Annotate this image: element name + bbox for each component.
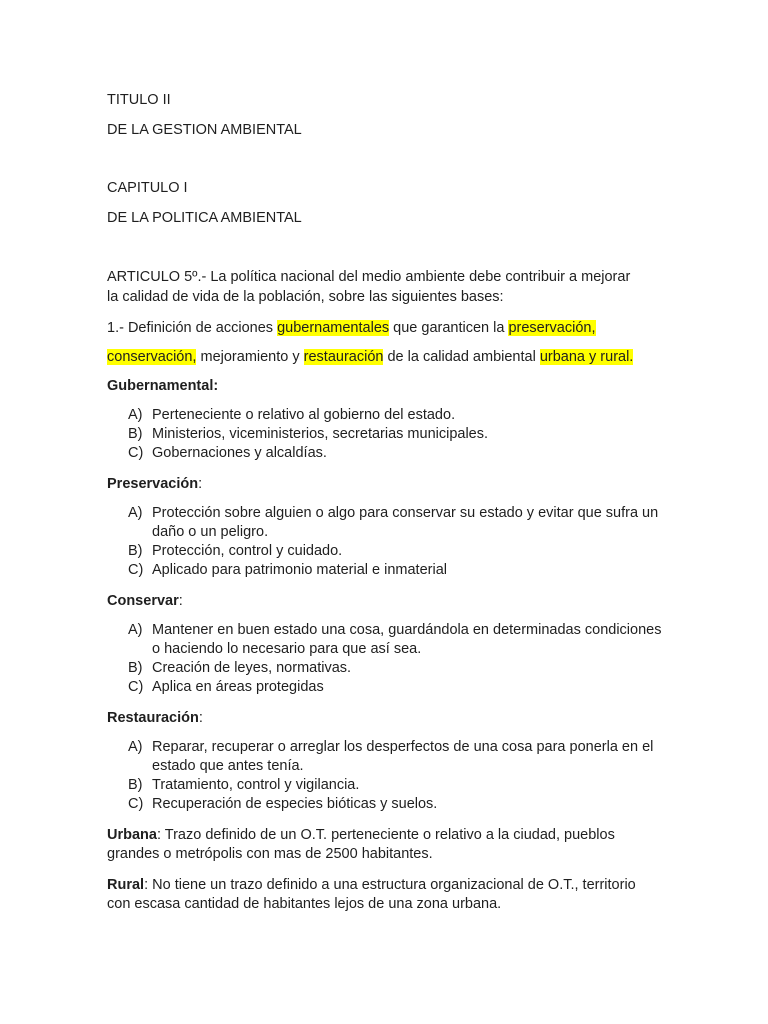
highlight-gubernamentales: gubernamentales <box>277 320 390 336</box>
title-subheading: DE LA GESTION AMBIENTAL <box>107 122 302 138</box>
list-item: C) Recuperación de especies bióticas y suelos. <box>128 795 438 812</box>
list-item: B) Creación de leyes, normativas. <box>128 659 352 676</box>
chapter-heading: CAPITULO I <box>107 180 188 196</box>
list-item: A) Protección sobre alguien o algo para conservar su estado y evitar que sufra un daño o un peligro. <box>128 505 659 540</box>
article-line-2: la calidad de vida de la población, sobre las siguientes bases: <box>107 289 504 305</box>
section-heading-restauracion: Restauración: <box>107 710 203 726</box>
title-heading: TITULO II <box>107 92 171 108</box>
list-restauracion <box>107 738 667 814</box>
list-item: A) Mantener en buen estado una cosa, guardándola en determinadas condiciones o haciendo lo necesario para que así sea. <box>128 622 662 657</box>
list-item: B) Tratamiento, control y vigilancia. <box>128 776 360 793</box>
list-item: B) Protección, control y cuidado. <box>128 542 343 559</box>
list-item: A) Perteneciente o relativo al gobierno del estado. <box>128 407 456 423</box>
highlight-restauracion: restauración <box>303 349 384 365</box>
section-heading-gubernamental: Gubernamental: <box>107 378 219 394</box>
highlight-preservacion: preservación, <box>508 320 596 336</box>
highlight-urbana-rural: urbana y rural. <box>539 349 634 365</box>
item1-prefix: 1.- Definición de acciones <box>107 320 278 336</box>
definition-rural: Rural: No tiene un trazo definido a una estructura organizacional de O.T., territorio con escasa cantidad de habitantes lejos de una zona urbana. <box>107 877 636 912</box>
item1-line-1 <box>107 318 596 338</box>
item1-mid2: mejoramiento y <box>196 349 304 365</box>
list-preservacion <box>107 504 667 580</box>
list-item: A) Reparar, recuperar o arreglar los desperfectos de una cosa para ponerla en el estado que antes tenía. <box>128 739 654 774</box>
list-gubernamental <box>107 406 667 463</box>
section-heading-conservar: Conservar: <box>107 593 183 609</box>
list-item: C) Aplicado para patrimonio material e inmaterial <box>128 561 447 578</box>
list-item: C) Gobernaciones y alcaldías. <box>128 445 327 461</box>
list-item: C) Aplica en áreas protegidas <box>128 678 324 695</box>
definition-urbana: Urbana: Trazo definido de un O.T. perteneciente o relativo a la ciudad, pueblos grandes o metrópolis con mas de 2500 habitantes. <box>107 827 615 862</box>
list-conservar <box>107 621 667 697</box>
section-heading-preservacion: Preservación: <box>107 476 203 492</box>
item1-mid3: de la calidad ambiental <box>383 349 540 365</box>
item1-mid1: que garanticen la <box>389 320 509 336</box>
chapter-subheading: DE LA POLITICA AMBIENTAL <box>107 210 302 226</box>
item1-line-2 <box>107 347 633 367</box>
highlight-conservacion: conservación, <box>107 349 197 365</box>
list-item: B) Ministerios, viceministerios, secretarias municipales. <box>128 426 489 442</box>
article-line-1: ARTICULO 5º.- La política nacional del medio ambiente debe contribuir a mejorar <box>107 269 631 285</box>
